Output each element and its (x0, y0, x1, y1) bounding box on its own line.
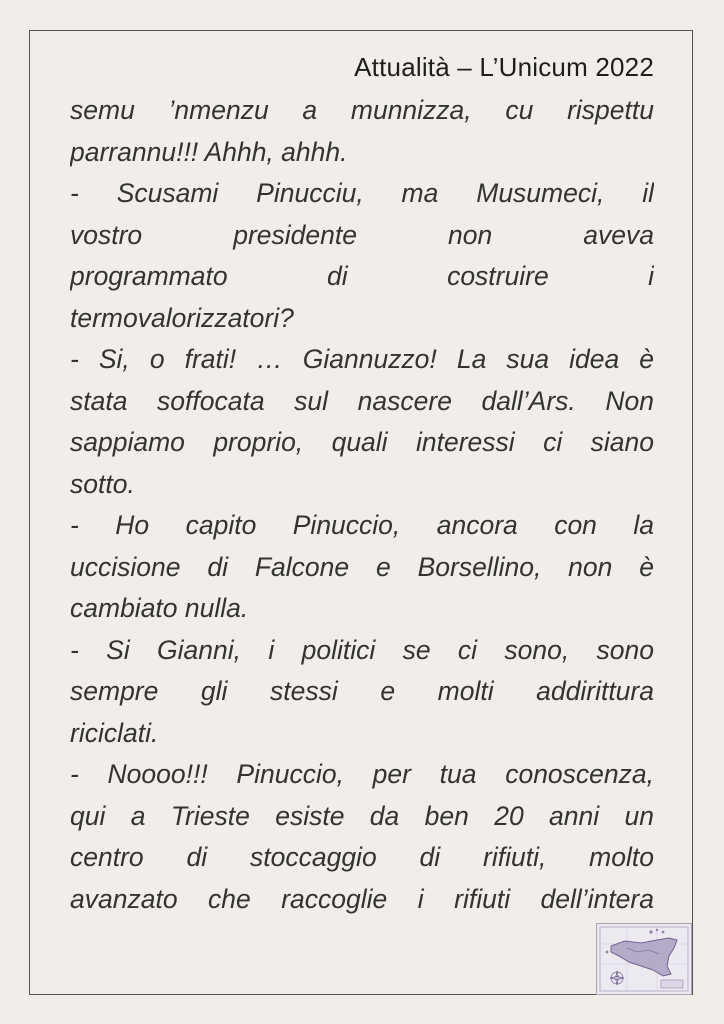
text-line: parrannu!!! Ahhh, ahhh. (70, 136, 348, 167)
page-header: Attualità – L’Unicum 2022 (354, 52, 654, 82)
sicily-map-icon (596, 923, 692, 995)
text-line: - Si, o frati! … Giannuzzo! La sua idea è (70, 344, 654, 374)
text-line: semu ’nmenzu a munnizza, cu rispettu (70, 95, 654, 125)
text-line: centro di stoccaggio di rifiuti, molto (70, 842, 654, 872)
text-line: - Si Gianni, i politici se ci sono, sono (70, 634, 654, 665)
text-line: - Ho capito Pinuccio, ancora con la (70, 510, 654, 540)
text-line: uccisione di Falcone e Borsellino, non è (70, 551, 654, 582)
text-line: stata soffocata sul nascere dall’Ars. Non (70, 385, 654, 416)
text-line: - Scusami Pinucciu, ma Musumeci, il (70, 178, 654, 208)
text-line: programmato di costruire i (70, 261, 654, 291)
text-line: riciclati. (70, 717, 159, 748)
text-line: qui a Trieste esiste da ben 20 anni un (70, 800, 654, 831)
text-line: termovalorizzatori? (70, 302, 294, 333)
text-line: cambiato nulla. (70, 593, 249, 623)
text-line: sempre gli stessi e molti addirittura (70, 676, 654, 706)
text-line: avanzato che raccoglie i rifiuti dell’intera (70, 883, 654, 914)
text-line: sotto. (70, 468, 135, 499)
text-line: - Noooo!!! Pinuccio, per tua conoscenza, (70, 759, 654, 789)
text-line: sappiamo proprio, quali interessi ci siano (70, 427, 654, 457)
text-line: vostro presidente non aveva (70, 219, 654, 250)
article-body (70, 90, 654, 920)
